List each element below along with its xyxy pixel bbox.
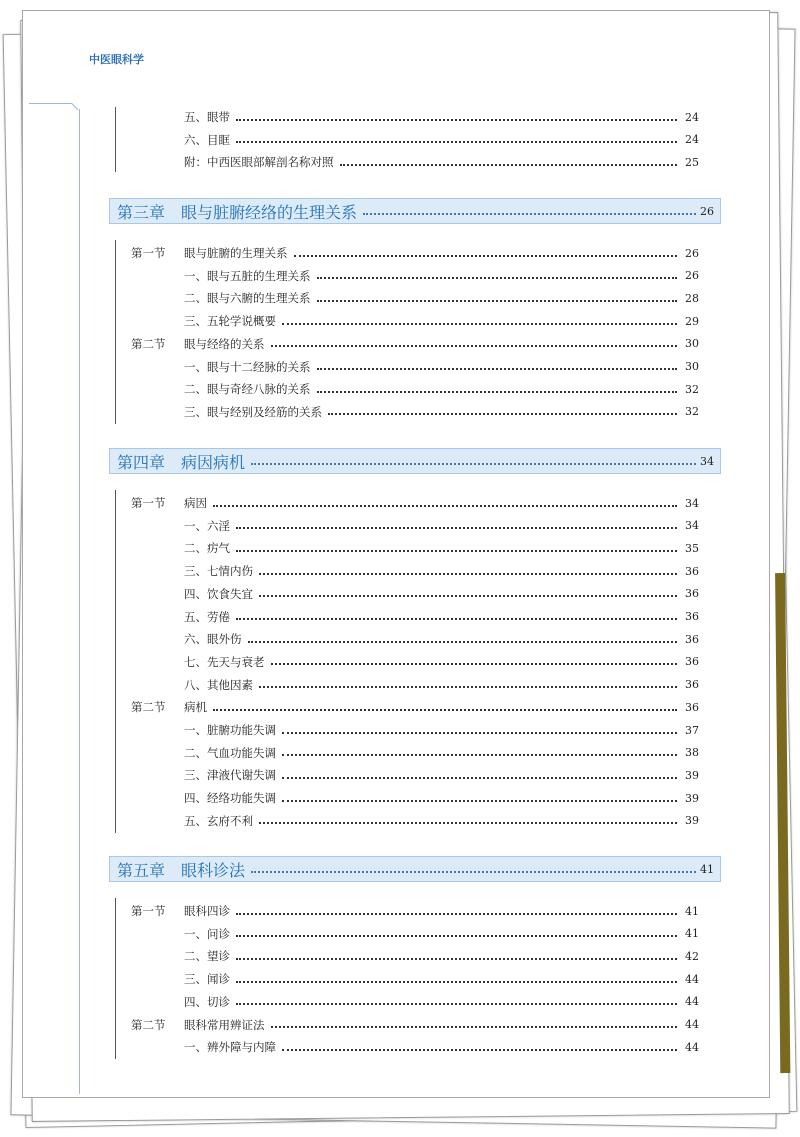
toc-entry (131, 1015, 699, 1035)
chapter-title: 第四章 病因病机 (117, 452, 246, 472)
toc-entry (184, 811, 699, 831)
section-bracket-line (115, 898, 116, 1059)
dot-leader (213, 709, 677, 711)
toc-entry (184, 675, 699, 695)
dot-leader (259, 595, 677, 597)
dot-leader (236, 141, 677, 143)
dot-leader (251, 871, 696, 873)
entry-title: 八、其他因素 (184, 677, 253, 692)
toc-entry (184, 311, 699, 331)
dot-leader (282, 323, 677, 325)
page-number: 24 (685, 133, 699, 147)
chapter-heading (109, 198, 721, 224)
toc-entry (184, 266, 699, 286)
dot-leader (259, 686, 677, 688)
page-number: 35 (685, 541, 699, 555)
chapter-title: 第五章 眼科诊法 (117, 860, 246, 880)
page-number: 25 (685, 155, 699, 169)
page-number: 32 (685, 405, 699, 419)
entry-title: 五、玄府不利 (184, 813, 253, 828)
dot-leader (213, 505, 677, 507)
entry-title: 七、先天与衰老 (184, 654, 265, 669)
section-number: 第二节 (131, 1017, 166, 1032)
toc-entry (131, 901, 699, 921)
dot-leader (236, 550, 677, 552)
entry-title: 二、眼与六腑的生理关系 (184, 291, 311, 306)
entry-title: 三、七情内伤 (184, 564, 253, 579)
entry-title: 病机 (184, 700, 207, 715)
section-number: 第一节 (131, 904, 166, 918)
entry-title: 六、目眶 (184, 132, 230, 147)
section-number: 第一节 (131, 246, 166, 260)
dot-leader (340, 164, 678, 166)
entry-title: 眼与脏腑的生理关系 (184, 246, 288, 260)
toc-entry (184, 152, 699, 172)
dot-leader (317, 368, 678, 370)
entry-title: 一、眼与十二经脉的关系 (184, 359, 311, 374)
page-number: 28 (685, 291, 699, 305)
toc-entry (184, 538, 699, 558)
page-number: 29 (685, 314, 699, 328)
entry-title: 五、劳倦 (184, 609, 230, 624)
dot-leader (317, 300, 678, 302)
dot-leader (236, 527, 677, 529)
dot-leader (294, 255, 678, 257)
section-number: 第二节 (131, 700, 166, 715)
page-frame-line (29, 103, 72, 104)
dot-leader (251, 463, 696, 465)
entry-title: 四、切诊 (184, 994, 230, 1009)
page-number: 36 (685, 655, 699, 669)
entry-title: 一、问诊 (184, 926, 230, 941)
entry-title: 三、闻诊 (184, 972, 230, 987)
toc-entry (184, 107, 699, 127)
toc-entry (184, 379, 699, 399)
page-number: 36 (685, 700, 699, 714)
toc-entry (184, 992, 699, 1012)
entry-title: 四、饮食失宜 (184, 586, 253, 601)
dot-leader (236, 1003, 677, 1005)
toc-entry (184, 607, 699, 627)
page-number: 39 (685, 768, 699, 782)
entry-title: 三、津液代谢失调 (184, 768, 276, 783)
entry-title: 一、脏腑功能失调 (184, 723, 276, 737)
toc-entry (184, 924, 699, 944)
page-number: 36 (685, 632, 699, 646)
dot-leader (282, 1049, 677, 1051)
dot-leader (271, 1026, 678, 1028)
page-number: 44 (685, 972, 699, 986)
page-number: 44 (685, 1018, 699, 1031)
page-number: 44 (685, 1040, 699, 1054)
dot-leader (236, 981, 677, 983)
dot-leader (282, 800, 677, 802)
page-number: 30 (685, 337, 699, 351)
page-number: 36 (685, 564, 699, 578)
section-bracket-line (115, 490, 116, 833)
page-number: 41 (685, 927, 699, 941)
toc-entry (131, 493, 699, 513)
entry-title: 眼科常用辨证法 (184, 1017, 265, 1032)
dot-leader (259, 573, 677, 575)
page-number: 36 (685, 587, 699, 601)
page-number: 39 (685, 814, 699, 828)
page-number: 30 (685, 360, 699, 373)
dot-leader (271, 663, 678, 665)
dot-leader (282, 754, 677, 756)
section-bracket-line (115, 107, 116, 172)
section-number: 第二节 (131, 336, 166, 351)
page-number: 34 (685, 496, 699, 510)
dot-leader (317, 277, 678, 279)
page-number: 42 (685, 949, 699, 963)
dot-leader (248, 641, 678, 643)
toc-entry (184, 743, 699, 763)
page-number: 32 (685, 382, 699, 396)
toc-entry (184, 946, 699, 966)
entry-title: 二、眼与奇经八脉的关系 (184, 382, 311, 397)
section-bracket-line (115, 240, 116, 424)
toc-entry (184, 720, 699, 740)
page-number: 26 (685, 246, 699, 260)
page-number: 24 (685, 110, 699, 124)
entry-title: 四、经络功能失调 (184, 791, 276, 806)
entry-title: 一、眼与五脏的生理关系 (184, 268, 311, 283)
toc-page (22, 10, 770, 1098)
dot-leader (317, 391, 678, 393)
toc-entry (184, 288, 699, 308)
toc-entry (184, 629, 699, 649)
toc-entry (184, 561, 699, 581)
toc-entry (184, 402, 699, 422)
toc-entry (184, 652, 699, 672)
entry-title: 眼与经络的关系 (184, 336, 265, 351)
entry-title: 六、眼外伤 (184, 632, 242, 647)
page-number: 41 (700, 862, 714, 876)
entry-title: 一、六淫 (184, 518, 230, 533)
dot-leader (259, 822, 677, 824)
dot-leader (236, 958, 677, 960)
chapter-heading (109, 856, 721, 882)
toc-entry (184, 765, 699, 785)
entry-title: 三、眼与经别及经筋的关系 (184, 404, 322, 419)
entry-title: 二、疠气 (184, 541, 230, 556)
book-title: 中医眼科学 (89, 53, 144, 66)
section-number: 第一节 (131, 496, 166, 510)
entry-title: 病因 (184, 496, 207, 510)
chapter-heading (109, 448, 721, 474)
page-number: 38 (685, 746, 699, 760)
entry-title: 一、辨外障与内障 (184, 1040, 276, 1055)
toc-entry (184, 1037, 699, 1057)
page-number: 39 (685, 791, 699, 805)
chapter-title: 第三章 眼与脏腑经络的生理关系 (117, 202, 358, 222)
dot-leader (236, 618, 677, 620)
entry-title: 五、眼带 (184, 110, 230, 124)
page-number: 34 (700, 454, 714, 468)
entry-title: 三、五轮学说概要 (184, 314, 276, 329)
toc-entry (184, 130, 699, 150)
toc-entry (131, 334, 699, 354)
dot-leader (236, 119, 677, 121)
toc-entry (184, 516, 699, 536)
page-number: 34 (685, 519, 699, 533)
page-frame-line (71, 103, 78, 110)
dot-leader (236, 913, 677, 915)
page-frame-line (79, 109, 80, 1094)
dot-leader (363, 213, 696, 215)
toc-entry (131, 243, 699, 263)
page-number: 37 (685, 723, 699, 737)
toc-entry (184, 788, 699, 808)
dot-leader (282, 777, 677, 779)
toc-entry (131, 697, 699, 717)
dot-leader (282, 732, 677, 734)
toc-entry (184, 584, 699, 604)
toc-entry (184, 357, 699, 377)
page-number: 44 (685, 995, 699, 1009)
dot-leader (236, 935, 677, 937)
page-number: 36 (685, 678, 699, 692)
entry-title: 二、气血功能失调 (184, 745, 276, 760)
entry-title: 二、望诊 (184, 949, 230, 964)
entry-title: 眼科四诊 (184, 904, 230, 918)
entry-title: 附：中西医眼部解剖名称对照 (184, 155, 334, 170)
page-number: 36 (685, 610, 699, 623)
dot-leader (271, 345, 678, 347)
toc-entry (184, 969, 699, 989)
page-number: 26 (685, 269, 699, 283)
dot-leader (328, 413, 677, 415)
page-number: 26 (700, 204, 714, 218)
page-number: 41 (685, 904, 699, 918)
